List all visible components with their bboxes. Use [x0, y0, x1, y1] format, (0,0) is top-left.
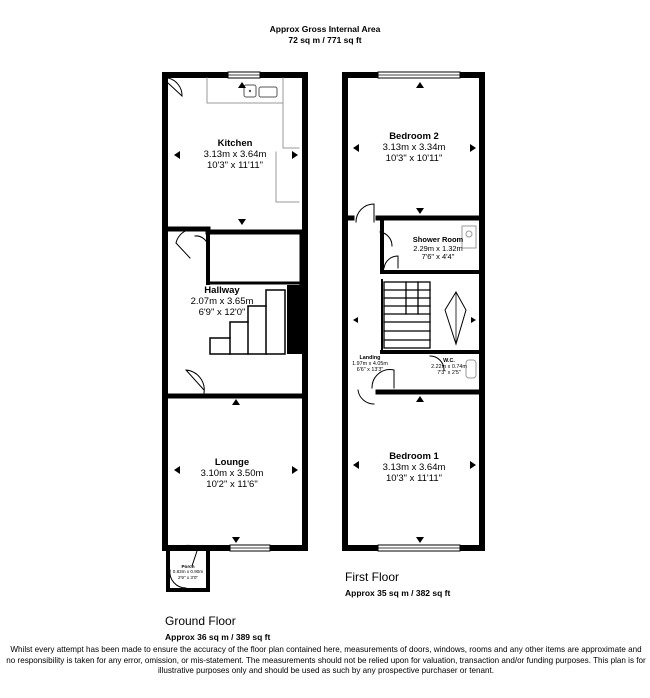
room-name: W.C.	[443, 358, 455, 364]
room-metric: 3.13m x 3.64m	[203, 148, 267, 160]
room-label-wc	[426, 358, 472, 377]
room-label-lounge	[190, 458, 274, 491]
room-metric: 1.97m x 4.05m	[352, 361, 388, 368]
room-label-porch	[164, 564, 212, 580]
room-imperial: 7'6" x 4'4"	[421, 252, 455, 262]
room-metric: 3.13m x 3.64m	[382, 461, 446, 473]
room-imperial: 6'6" x 13'3"	[356, 367, 384, 374]
room-metric: 3.13m x 3.34m	[382, 141, 446, 153]
room-metric: 2.29m x 1.32m	[413, 243, 463, 253]
room-imperial: 10'3" x 11'11"	[386, 472, 442, 484]
room-metric: 0.83m x 0.90m	[172, 569, 204, 575]
room-name: Kitchen	[217, 138, 253, 149]
kitchen-door-swing	[168, 78, 182, 96]
area-heading: Approx Gross Internal Area	[269, 24, 381, 34]
under-stairs-block	[287, 285, 302, 354]
disclaimer-text: Whilst every attempt has been made to ensure the accuracy of the floor plan contained here, measurements of doors, windows, rooms and any other items are approximate and no responsibility is taken for any error, omission, or mis-statement. The measurements should not be relied upon for valuation, transaction and/or funding purposes. This plan is for illustrative purposes only and should be used as such by any prospective purchaser or tenant.	[6, 645, 646, 676]
room-imperial: 2'9" x 3'0"	[177, 574, 199, 580]
room-name: Hallway	[204, 285, 240, 296]
room-metric: 2.07m x 3.65m	[190, 295, 254, 307]
room-name: Porch	[181, 564, 195, 569]
room-label-bedroom-1	[372, 452, 456, 485]
room-label-bedroom-2	[372, 132, 456, 165]
kitchen-counter	[207, 78, 283, 103]
room-label-hallway	[176, 286, 268, 319]
room-imperial: 10'2" x 11'6"	[206, 478, 258, 490]
room-name: Bedroom 1	[389, 451, 439, 462]
room-imperial: 10'3" x 11'11"	[207, 159, 263, 171]
first-floor-title: First Floor	[345, 570, 399, 584]
room-name: Shower Room	[412, 235, 464, 244]
first-floor-area: Approx 35 sq m / 382 sq ft	[345, 588, 451, 598]
room-imperial: 7'3" x 2'5"	[437, 370, 461, 377]
room-metric: 2.22m x 0.74m	[431, 364, 467, 371]
room-name: Lounge	[214, 457, 250, 468]
first-stairs	[384, 282, 430, 348]
room-name: Bedroom 2	[389, 131, 439, 142]
room-metric: 3.10m x 3.50m	[200, 467, 264, 479]
room-label-kitchen	[195, 139, 275, 172]
ground-floor-title: Ground Floor	[165, 614, 236, 628]
room-label-shower-room	[404, 236, 472, 262]
area-total: 72 sq m / 771 sq ft	[288, 35, 362, 45]
bedroom2-door-swing	[356, 204, 374, 222]
landing-cupboard	[445, 292, 466, 344]
room-imperial: 10'3" x 10'11"	[385, 152, 443, 164]
room-label-landing	[348, 355, 392, 374]
room-name: Landing	[359, 355, 381, 361]
room-imperial: 6'9" x 12'0"	[198, 306, 246, 318]
ground-floor-area: Approx 36 sq m / 389 sq ft	[165, 632, 271, 642]
